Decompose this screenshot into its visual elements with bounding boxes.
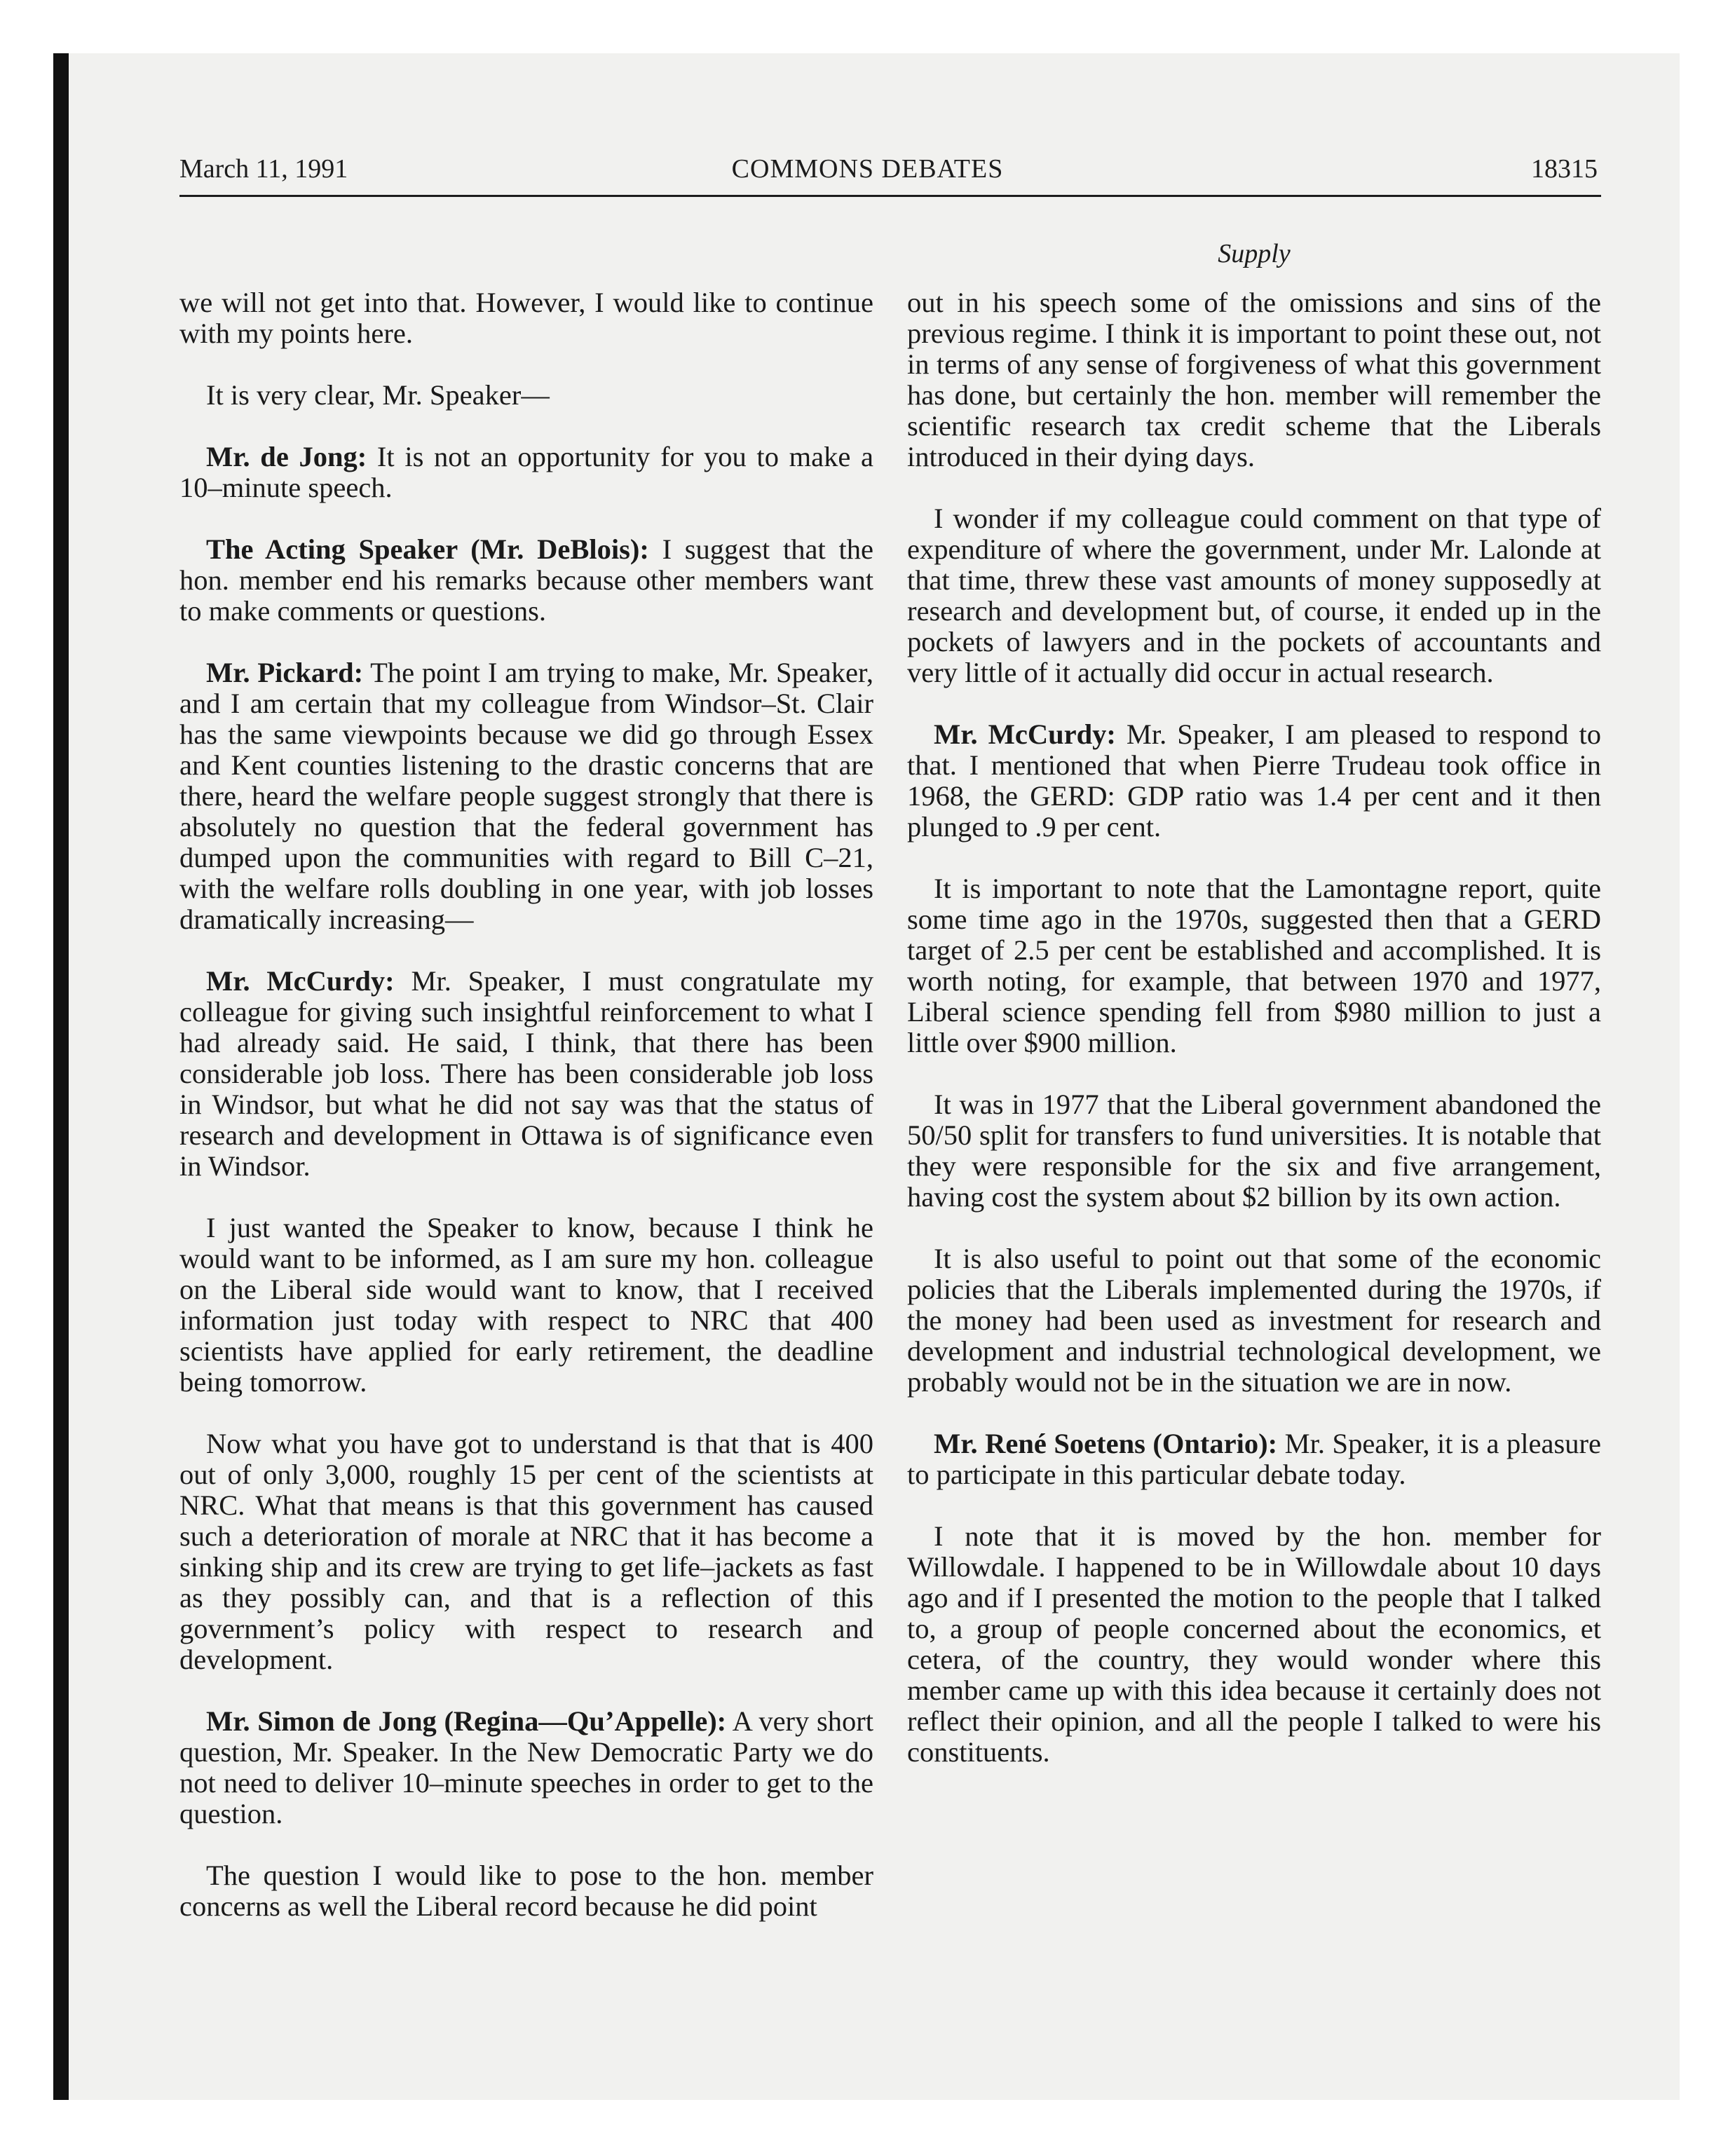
speaker-name: Mr. Simon de Jong (Regina—Qu’Appelle): (206, 1705, 727, 1737)
paragraph (179, 1213, 873, 1398)
paragraph-text: out in his speech some of the omissions and sins of the previous regime. I think it is important to point these out, not in terms of any sense of forgiveness of what this government has done, but certainly the hon. member will remember the scientific research tax credit scheme that the Liberals introduced in their dying days. (907, 287, 1601, 472)
paragraph (907, 1428, 1601, 1490)
paragraph (179, 380, 873, 411)
paragraph (179, 1860, 873, 1922)
paragraph-text: A very short question, Mr. Speaker. In the New Democratic Party we do not need to deliver 10–minute speeches in order to get to the question. (179, 1705, 873, 1829)
speaker-name: Mr. McCurdy: (934, 718, 1116, 750)
paragraph (179, 657, 873, 935)
paragraph-text: I wonder if my colleague could comment on that type of expenditure of where the government, under Mr. Lalonde at that time, threw these vast amounts of money supposedly at research and development but, of course, it ended up in the pockets of lawyers and in the pockets of accountants and very little of it actually did occur in actual research. (907, 503, 1601, 688)
header-publication: COMMONS DEBATES (731, 154, 1004, 184)
paragraph-text: Mr. Speaker, it is a pleasure to participate in this particular debate today. (907, 1428, 1601, 1490)
header-page-number: 18315 (1531, 154, 1598, 184)
paragraph (907, 503, 1601, 688)
speaker-name: Mr. McCurdy: (206, 965, 395, 997)
paragraph (179, 442, 873, 503)
paragraph-text: It is not an opportunity for you to make a 10–minute speech. (179, 441, 873, 503)
paragraph (907, 873, 1601, 1058)
paragraph-text: I note that it is moved by the hon. member for Willowdale. I happened to be in Willowdale about 10 days ago and if I presented the motion to the people that I talked to, a group of people concerned about the economics, et cetera, of the country, they would wonder where this member came up with this idea because it certainly does not reflect their opinion, and all the people I talked to were his constituents. (907, 1520, 1601, 1768)
paragraph-text: Mr. Speaker, I must congratulate my colleague for giving such insightful reinforcement to what I had already said. He said, I think, that there has been considerable job loss. There has been considerable job loss in Windsor, but what he did not say was that the status of research and development in Ottawa is of significance even in Windsor. (179, 965, 873, 1182)
header-date: March 11, 1991 (179, 154, 348, 184)
speaker-name: Mr. René Soetens (Ontario): (934, 1428, 1278, 1459)
paragraph (179, 1428, 873, 1675)
paragraph-text: we will not get into that. However, I would like to continue with my points here. (179, 287, 873, 349)
speaker-name: The Acting Speaker (Mr. DeBlois): (206, 533, 649, 565)
paragraph (179, 1706, 873, 1829)
paragraph (907, 1089, 1601, 1213)
left-column (179, 287, 873, 1953)
paragraph (907, 1243, 1601, 1398)
paragraph (179, 966, 873, 1182)
paragraph (907, 1521, 1601, 1768)
paragraph-text: The question I would like to pose to the hon. member concerns as well the Liberal record because he did point (179, 1860, 873, 1922)
paragraph (907, 287, 1601, 472)
paragraph-text: It was in 1977 that the Liberal government abandoned the 50/50 split for transfers to fund universities. It is notable that they were responsible for the six and five arrangement, having cost the system about $2 billion by its own action. (907, 1089, 1601, 1213)
speaker-name: Mr. Pickard: (206, 657, 364, 688)
paragraph-text: The point I am trying to make, Mr. Speaker, and I am certain that my colleague from Windsor–St. Clair has the same viewpoints because we did go through Essex and Kent counties listening to the drastic concerns that are there, heard the welfare people suggest strongly that there is absolutely no question that the federal government has dumped upon the communities with regard to Bill C–21, with the welfare rolls doubling in one year, with job losses dramatically increasing— (179, 657, 873, 935)
speaker-name: Mr. de Jong: (206, 441, 367, 472)
paragraph-text: Now what you have got to understand is that that is 400 out of only 3,000, roughly 15 per cent of the scientists at NRC. What that means is that this government has caused such a deterioration of morale at NRC that it has become a sinking ship and its crew are trying to get life–jackets as fast as they possibly can, and that is a reflection of this government’s policy with respect to research and development. (179, 1428, 873, 1675)
paragraph (907, 719, 1601, 842)
header-rule (179, 195, 1601, 197)
paragraph-text: It is very clear, Mr. Speaker— (206, 379, 550, 411)
scan-edge-shadow (53, 53, 69, 2100)
paragraph-text: Mr. Speaker, I am pleased to respond to that. I mentioned that when Pierre Trudeau took office in 1968, the GERD: GDP ratio was 1.4 per cent and it then plunged to .9 per cent. (907, 718, 1601, 842)
paragraph-text: It is important to note that the Lamontagne report, quite some time ago in the 1970s, suggested then that a GERD target of 2.5 per cent be established and accomplished. It is worth noting, for example, that between 1970 and 1977, Liberal science spending fell from $980 million to just a little over $900 million. (907, 873, 1601, 1058)
paragraph (179, 534, 873, 627)
right-column (907, 287, 1601, 1799)
paragraph-text: It is also useful to point out that some of the economic policies that the Liberals implemented during the 1970s, if the money had been used as investment for research and development and industrial technological development, we probably would not be in the situation we are in now. (907, 1243, 1601, 1398)
paragraph-text: I just wanted the Speaker to know, because I think he would want to be informed, as I am sure my hon. colleague on the Liberal side would want to know, that I received information just today with respect to NRC that 400 scientists have applied for early retirement, the deadline being tomorrow. (179, 1212, 873, 1398)
paragraph (179, 287, 873, 349)
paragraph-text: I suggest that the hon. member end his remarks because other members want to make comments or questions. (179, 533, 873, 627)
section-label: Supply (1218, 239, 1291, 268)
